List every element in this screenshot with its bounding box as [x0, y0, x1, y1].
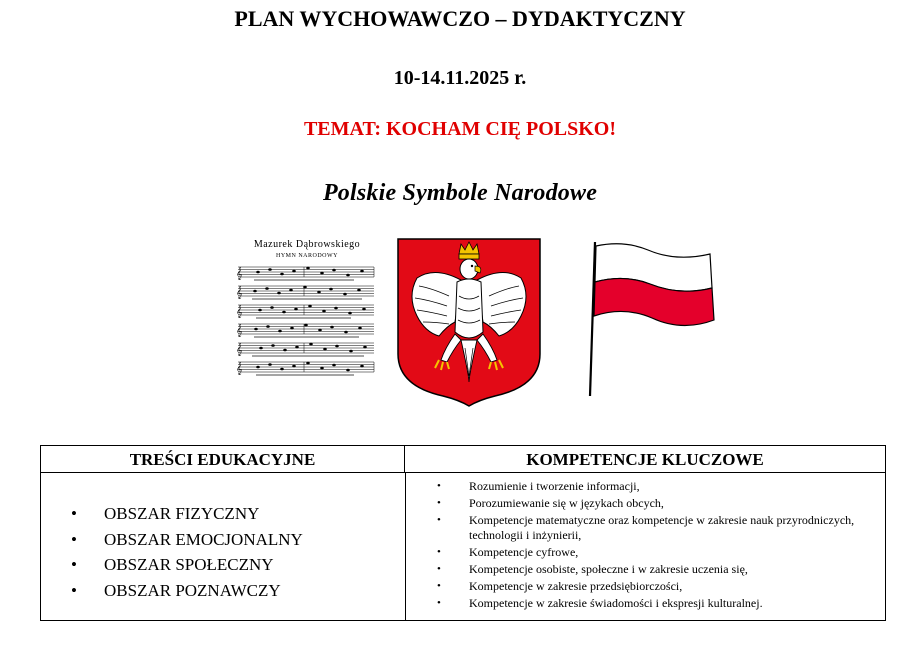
areas-list [71, 501, 303, 603]
list-item: • Kompetencje w zakresie świadomości i ekspresji kulturalnej. [437, 596, 857, 611]
sheet-music-icon [234, 236, 380, 388]
plan-date: 10-14.11.2025 r. [393, 67, 527, 89]
list-item: • Kompetencje matematyczne oraz kompetencje w zakresie nauk przyrodniczych, technologii i inżynierii, [437, 513, 857, 542]
header-key-competences: KOMPETENCJE KLUCZOWE [405, 446, 885, 473]
list-item: • OBSZAR FIZYCZNY [71, 501, 303, 527]
anthem-subtitle: HYMN NARODOWY [276, 253, 338, 259]
list-item: • OBSZAR EMOCJONALNY [71, 527, 303, 553]
list-item: • Kompetencje cyfrowe, [437, 545, 857, 560]
anthem-title: Mazurek Dąbrowskiego [253, 239, 361, 250]
symbols-heading: Polskie Symbole Narodowe [322, 180, 598, 206]
music-staves [234, 259, 380, 384]
column-divider [405, 473, 406, 620]
list-item: • Kompetencje osobiste, społeczne i w zakresie uczenia się, [437, 562, 857, 577]
polish-flag-icon [584, 240, 734, 398]
svg-text:𝄞: 𝄞 [236, 267, 243, 280]
svg-text:𝄞: 𝄞 [236, 286, 243, 299]
svg-text:𝄞: 𝄞 [236, 362, 243, 375]
list-item: • Rozumienie i tworzenie informacji, [437, 479, 857, 494]
svg-text:𝄞: 𝄞 [236, 324, 243, 337]
list-item: • Porozumiewanie się w językach obcych, [437, 496, 857, 511]
plan-table [40, 445, 886, 621]
header-educational-content: TREŚCI EDUKACYJNE [41, 446, 405, 473]
white-eagle-emblem-icon [395, 236, 543, 408]
list-item: • OBSZAR SPOŁECZNY [71, 552, 303, 578]
page-title: PLAN WYCHOWAWCZO – DYDAKTYCZNY [234, 6, 686, 31]
svg-text:𝄞: 𝄞 [236, 305, 243, 318]
list-item: • Kompetencje w zakresie przedsiębiorczości, [437, 579, 857, 594]
topic-heading: TEMAT: KOCHAM CIĘ POLSKO! [303, 118, 617, 140]
competences-list [437, 479, 857, 613]
svg-text:𝄞: 𝄞 [236, 343, 243, 356]
list-item: • OBSZAR POZNAWCZY [71, 578, 303, 604]
